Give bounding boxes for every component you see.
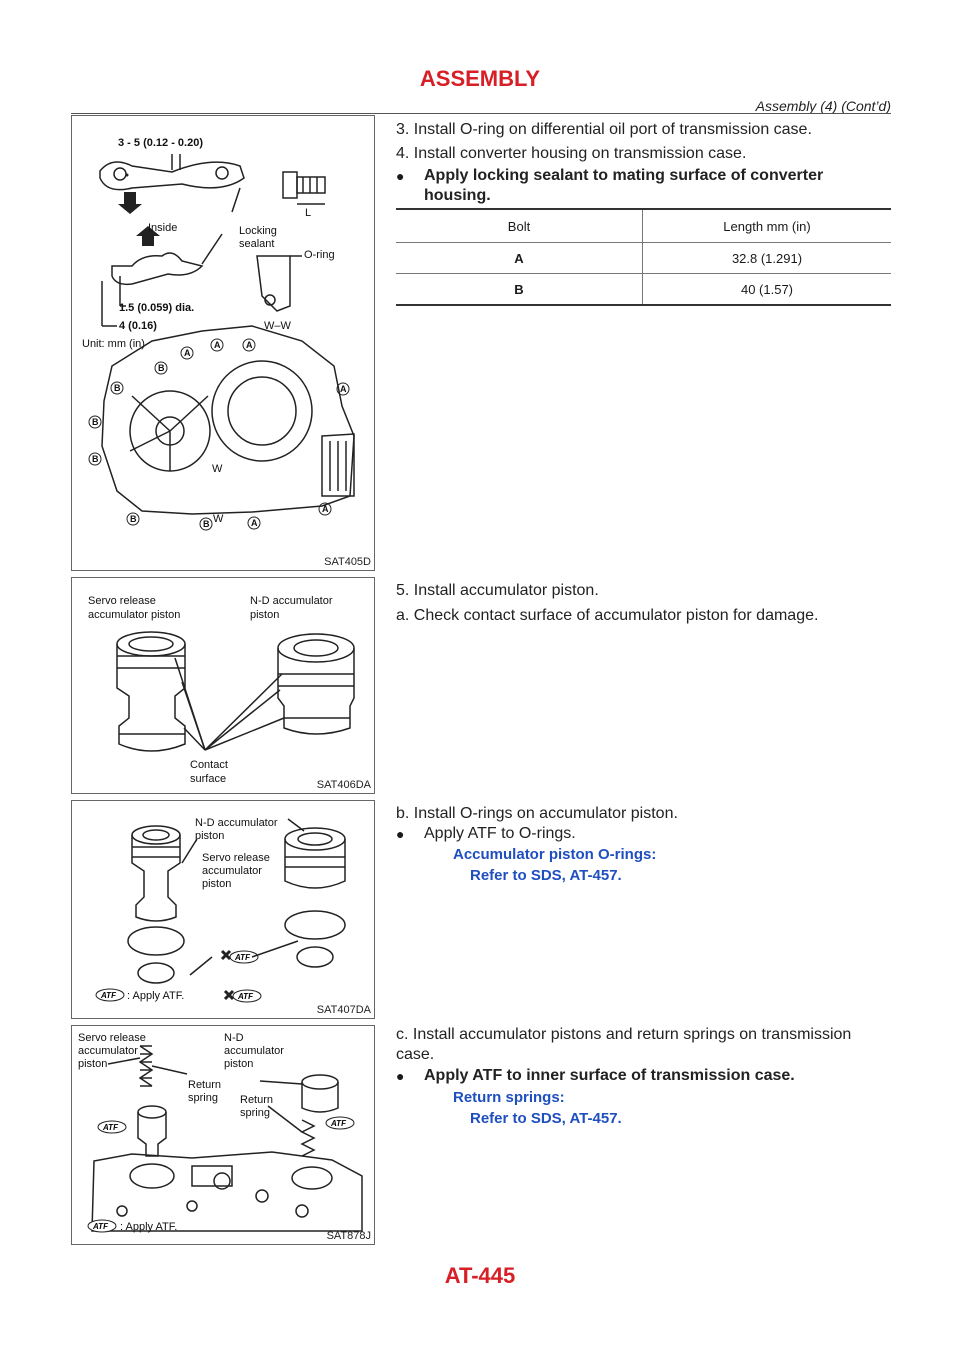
svg-text:ATF: ATF: [235, 953, 250, 962]
step-4-bullet: Apply locking sealant to mating surface of converter housing.: [424, 167, 824, 204]
bolt-length-table: [396, 208, 891, 306]
svg-text:B: B: [92, 454, 99, 464]
section-ww-label: W–W: [264, 320, 291, 332]
bullet: ●: [396, 1068, 405, 1084]
locking-label: Locking: [239, 225, 277, 237]
nd-accumulator-label: piston: [250, 609, 280, 621]
apply-atf-label: : Apply ATF.: [127, 990, 185, 1002]
bolt-b-marker: [89, 416, 101, 428]
section-title: ASSEMBLY: [419, 66, 541, 91]
oring-install-diagram: [72, 801, 374, 1018]
nd-accumulator-label: piston: [195, 830, 225, 842]
section-subtitle: Assembly (4) (Cont’d): [755, 98, 891, 114]
table-header-cell: Length mm (in): [643, 209, 892, 243]
servo-release-label: piston: [78, 1058, 108, 1070]
table-cell-length: 40 (1.57): [643, 274, 892, 306]
bolt-a-marker: [181, 347, 193, 359]
step-5a: a. Check contact surface of accumulator piston for damage.: [396, 607, 819, 624]
step-5b-bullet: Apply ATF to O-rings.: [424, 825, 576, 842]
servo-release-label: piston: [202, 878, 232, 890]
bolt-b-marker: [127, 513, 139, 525]
return-spring-label: Return: [188, 1079, 222, 1091]
figure-caption: SAT406DA: [316, 779, 371, 791]
return-spring-label: spring: [188, 1092, 218, 1104]
step-5b: b. Install O-rings on accumulator piston.: [396, 805, 678, 822]
atf-marker: [225, 990, 261, 1002]
svg-text:B: B: [92, 417, 99, 427]
step-5: 5. Install accumulator piston.: [396, 582, 599, 599]
servo-release-label: Servo release: [202, 852, 270, 864]
step-5c: [396, 1025, 890, 1065]
svg-text:ATF: ATF: [331, 1119, 346, 1128]
table-row: [396, 274, 891, 306]
bolt-a-marker: [319, 503, 331, 515]
svg-text:A: A: [322, 504, 329, 514]
bolt-b-marker: [200, 518, 212, 530]
bolt-a-marker: [243, 339, 255, 351]
spec-label: Return springs:: [453, 1089, 565, 1106]
step-3: 3. Install O-ring on differential oil port of transmission case.: [396, 121, 812, 138]
svg-text:A: A: [340, 384, 347, 394]
depth-label: 4 (0.16): [119, 320, 157, 332]
page-number: AT-445: [444, 1263, 516, 1288]
figure-caption: SAT405D: [324, 556, 371, 568]
atf-marker: [98, 1121, 126, 1133]
nd-accumulator-label: accumulator: [224, 1045, 284, 1057]
sealant-label: sealant: [239, 238, 275, 250]
svg-text:ATF: ATF: [93, 1222, 108, 1231]
spec-reference: Refer to SDS, AT-457.: [470, 1110, 622, 1127]
svg-text:B: B: [114, 383, 121, 393]
header-rule: [71, 113, 891, 114]
svg-text:A: A: [214, 340, 221, 350]
gap-label: 3 - 5 (0.12 - 0.20): [118, 137, 203, 149]
return-spring-diagram: [72, 1026, 374, 1244]
nd-accumulator-label: N-D accumulator: [250, 595, 333, 607]
servo-release-label: accumulator: [78, 1045, 138, 1057]
nd-accumulator-label: N-D: [224, 1032, 244, 1044]
contact-surface-label: Contact: [190, 759, 228, 771]
accumulator-piston-diagram: [72, 578, 374, 793]
step-5c-text: c. Install accumulator pistons and return springs on transmission case.: [396, 1026, 852, 1063]
bolt-a-marker: [211, 339, 223, 351]
return-spring-label: spring: [240, 1107, 270, 1119]
atf-legend-icon: [88, 1220, 116, 1232]
nd-accumulator-label: piston: [224, 1058, 254, 1070]
step-4: 4. Install converter housing on transmission case.: [396, 145, 747, 162]
figure-sat407da: [71, 800, 375, 1019]
svg-text:ATF: ATF: [103, 1123, 118, 1132]
bolt-b-marker: [111, 382, 123, 394]
dia-label: 1.5 (0.059) dia.: [119, 302, 195, 314]
svg-text:ATF: ATF: [238, 992, 253, 1001]
figure-caption: SAT878J: [326, 1230, 371, 1242]
figure-sat878j: [71, 1025, 375, 1245]
figure-sat406da: [71, 577, 375, 794]
table-cell-bolt: A: [396, 243, 643, 274]
servo-release-label: accumulator: [202, 865, 262, 877]
svg-text:B: B: [158, 363, 165, 373]
svg-text:A: A: [246, 340, 253, 350]
servo-release-label: Servo release: [78, 1032, 146, 1044]
step-5c-bullet: Apply ATF to inner surface of transmission case.: [424, 1067, 795, 1084]
servo-release-label: accumulator piston: [88, 609, 181, 621]
figure-caption: SAT407DA: [316, 1004, 371, 1016]
atf-legend-icon: [96, 989, 124, 1001]
table-row: [396, 243, 891, 274]
length-l-label: L: [305, 207, 312, 219]
svg-text:A: A: [184, 348, 191, 358]
bolt-b-marker: [155, 362, 167, 374]
table-header-row: [396, 209, 891, 243]
figure-sat405d: [71, 115, 375, 571]
bolt-b-marker: [89, 453, 101, 465]
unit-label: Unit: mm (in): [82, 338, 145, 350]
svg-text:A: A: [251, 518, 258, 528]
section-w-label: W: [213, 513, 224, 525]
table-header-cell: Bolt: [396, 209, 643, 243]
svg-text:B: B: [203, 519, 210, 529]
section-w-label: W: [212, 463, 223, 475]
converter-housing-diagram: [72, 116, 374, 570]
spec-label: Accumulator piston O-rings:: [453, 846, 657, 863]
inside-label: Inside: [148, 222, 178, 234]
contact-surface-label: surface: [190, 773, 227, 785]
svg-text:ATF: ATF: [101, 991, 116, 1000]
bolt-a-marker: [248, 517, 260, 529]
table-cell-length: 32.8 (1.291): [643, 243, 892, 274]
bullet: ●: [396, 168, 405, 184]
table-cell-bolt: B: [396, 274, 643, 306]
apply-atf-label: : Apply ATF.: [120, 1221, 178, 1233]
bullet: ●: [396, 826, 405, 842]
oring-label: O-ring: [304, 249, 335, 261]
atf-marker: [326, 1117, 354, 1129]
nd-accumulator-label: N-D accumulator: [195, 817, 278, 829]
spec-reference: Refer to SDS, AT-457.: [470, 867, 622, 884]
return-spring-label: Return: [240, 1094, 274, 1106]
svg-text:B: B: [130, 514, 137, 524]
servo-release-label: Servo release: [88, 595, 156, 607]
